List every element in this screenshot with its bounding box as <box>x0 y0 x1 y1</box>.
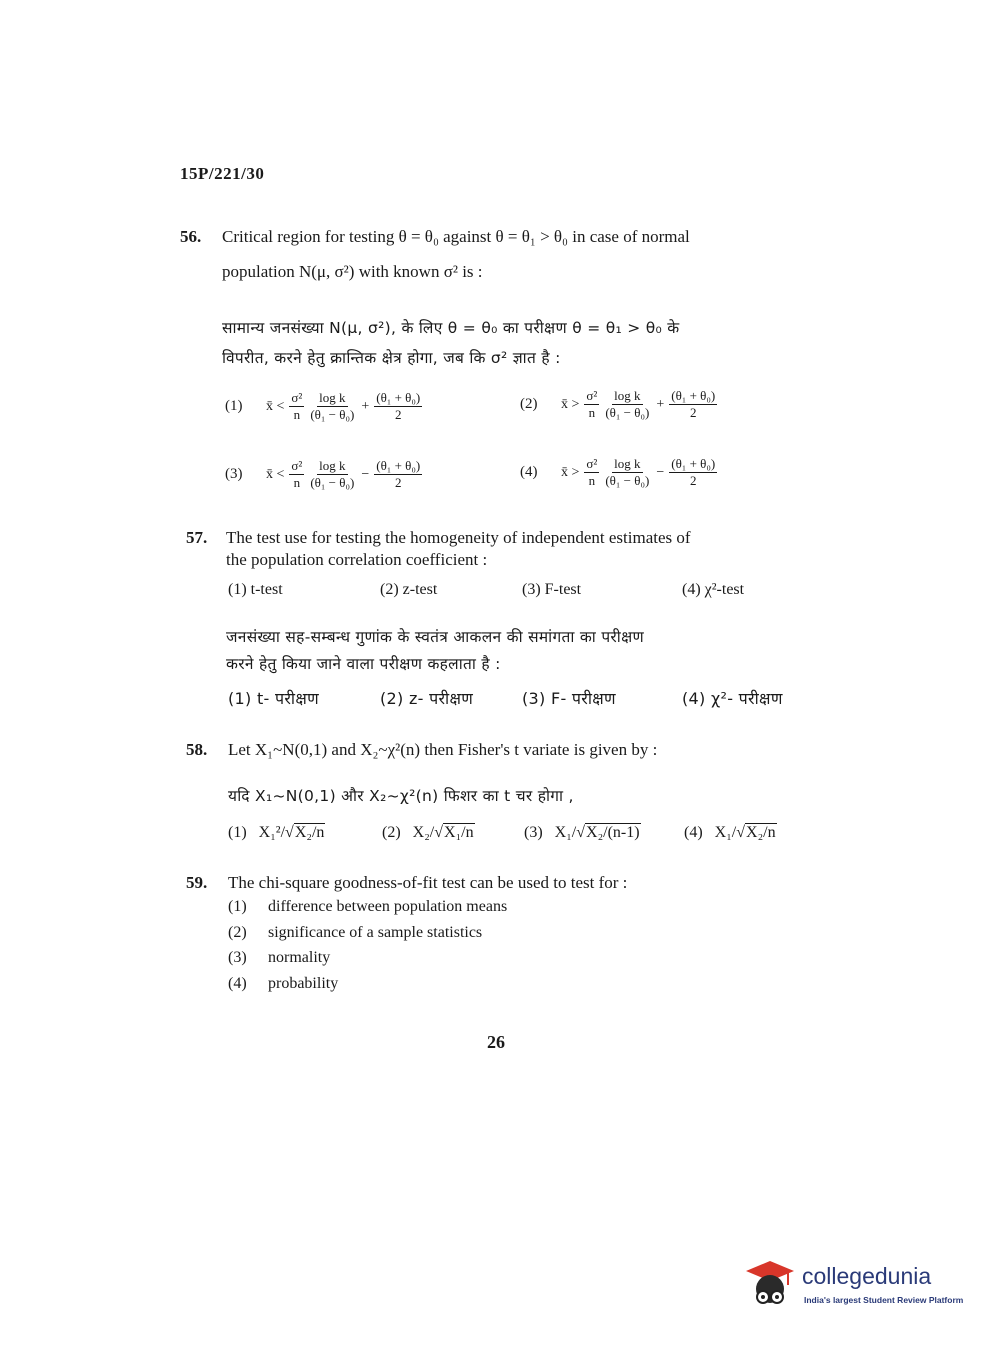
option-1-hi: (1) t- परीक्षण <box>228 689 319 708</box>
question-number: 57. <box>186 528 208 547</box>
option-lhs: x̄ > <box>561 464 580 480</box>
paper-code: 15P/221/30 <box>180 164 265 183</box>
question-text-hi: यदि X₁~N(0,1) और X₂~χ²(n) फिशर का t चर होगा , <box>228 787 574 805</box>
option-4: (4) χ²-test <box>682 581 745 598</box>
question-text-en: population N(μ, σ²) with known σ² is : <box>222 262 483 281</box>
operator: + <box>656 396 665 412</box>
option-4-hi: (4) χ²- परीक्षण <box>682 689 783 708</box>
frac-den: 2 <box>689 405 697 420</box>
frac-den: n <box>588 405 596 420</box>
frac-num: log k <box>614 456 641 471</box>
operator: + <box>361 398 370 414</box>
frac-num: σ² <box>291 390 303 405</box>
option-lhs: x̄ < <box>266 398 285 414</box>
option-text: normality <box>268 949 331 966</box>
frac-num: log k <box>614 388 641 403</box>
frac-num: (θ₁ + θ₀) <box>376 390 421 405</box>
option-2: (2) X₂/√X₁/n <box>382 824 474 841</box>
frac-num: σ² <box>586 388 598 403</box>
option-label: (3) <box>228 949 247 966</box>
option-lhs: x̄ < <box>266 466 285 482</box>
option-label: (2) <box>520 396 538 412</box>
question-text-en: the population correlation coefficient : <box>226 550 488 569</box>
question-text-en: Critical region for testing θ = θ₀ against θ = θ₁ > θ₀ in case of normal <box>222 227 690 246</box>
option-label: (2) <box>228 924 247 941</box>
option-text: significance of a sample statistics <box>268 924 483 941</box>
question-text-en: The test use for testing the homogeneity of independent estimates of <box>226 528 691 547</box>
sqrt-term: X₂/n <box>746 824 776 841</box>
frac-den: 2 <box>394 407 402 422</box>
question-text-en: Let X₁~N(0,1) and X₂~χ²(n) then Fisher's t variate is given by : <box>228 740 658 759</box>
option-label: (3) <box>225 466 243 482</box>
option-label: (1) <box>225 398 243 414</box>
brand-name: collegedunia <box>802 1263 932 1289</box>
option-text: probability <box>268 975 339 992</box>
option-lhs: x̄ > <box>561 396 580 412</box>
frac-den: (θ₁ − θ₀) <box>605 473 650 488</box>
option-label: (1) <box>228 824 247 841</box>
sqrt-term: X₂/(n-1) <box>586 824 640 841</box>
option-label: (4) <box>684 824 703 841</box>
option-label: (1) <box>228 898 247 915</box>
option-2 <box>520 388 719 421</box>
question-text-hi: जनसंख्या सह-सम्बन्ध गुणांक के स्वतंत्र आकलन की समांगता का परीक्षण <box>226 628 644 646</box>
option-4: (4) X₁/√X₂/n <box>684 824 776 841</box>
frac-den: 2 <box>689 473 697 488</box>
frac-num: log k <box>319 458 346 473</box>
frac-num: (θ₁ + θ₀) <box>671 388 716 403</box>
option-1 <box>225 390 424 423</box>
frac-den: 2 <box>394 475 402 490</box>
option-2-hi: (2) z- परीक्षण <box>380 689 474 708</box>
option-2 <box>228 924 482 942</box>
question-text-hi: विपरीत, करने हेतु क्रान्तिक क्षेत्र होगा, जब कि σ² ज्ञात है : <box>222 349 561 367</box>
option-4 <box>228 975 338 993</box>
numerator: X₁/ <box>714 824 737 841</box>
question-number: 56. <box>180 227 202 246</box>
question-text-en: The chi-square goodness-of-fit test can be used to test for : <box>228 873 628 892</box>
question-number: 58. <box>186 740 208 759</box>
question-number: 59. <box>186 873 208 892</box>
option-2: (2) z-test <box>380 581 438 598</box>
option-text: difference between population means <box>268 898 508 915</box>
operator: − <box>656 464 665 480</box>
numerator: X₂/ <box>412 824 435 841</box>
frac-den: (θ₁ − θ₀) <box>310 475 355 490</box>
question-text-hi: सामान्य जनसंख्या N(μ, σ²), के लिए θ = θ₀ का परीक्षण θ = θ₁ > θ₀ के <box>222 319 680 337</box>
question-text-hi: करने हेतु किया जाने वाला परीक्षण कहलाता है : <box>226 655 501 673</box>
collegedunia-logo <box>742 1251 972 1321</box>
option-3: (3) F-test <box>522 581 582 598</box>
option-3 <box>228 949 330 967</box>
option-1: (1) X₁²/√X₂/n <box>228 824 325 841</box>
option-3: (3) X₁/√X₂/(n-1) <box>524 824 640 841</box>
numerator: X₁²/ <box>258 824 286 841</box>
frac-num: σ² <box>586 456 598 471</box>
option-1: (1) t-test <box>228 581 283 598</box>
mascot-icon <box>742 1255 798 1311</box>
option-label: (4) <box>228 975 247 992</box>
option-4 <box>520 456 719 489</box>
frac-den: (θ₁ − θ₀) <box>605 405 650 420</box>
brand-tagline: India's largest Student Review Platform <box>804 1295 964 1305</box>
option-3 <box>225 458 424 491</box>
page-number: 26 <box>487 1032 505 1052</box>
option-label: (2) <box>382 824 401 841</box>
frac-num: log k <box>319 390 346 405</box>
frac-num: (θ₁ + θ₀) <box>376 458 421 473</box>
option-label: (3) <box>524 824 543 841</box>
frac-den: n <box>293 407 301 422</box>
frac-den: (θ₁ − θ₀) <box>310 407 355 422</box>
frac-num: (θ₁ + θ₀) <box>671 456 716 471</box>
operator: − <box>361 466 370 482</box>
frac-num: σ² <box>291 458 303 473</box>
frac-den: n <box>293 475 301 490</box>
sqrt-term: X₂/n <box>294 824 325 841</box>
sqrt-term: X₁/n <box>444 824 474 841</box>
numerator: X₁/ <box>554 824 577 841</box>
option-1 <box>228 898 507 916</box>
option-label: (4) <box>520 464 538 480</box>
option-3-hi: (3) F- परीक्षण <box>522 689 616 708</box>
frac-den: n <box>588 473 596 488</box>
